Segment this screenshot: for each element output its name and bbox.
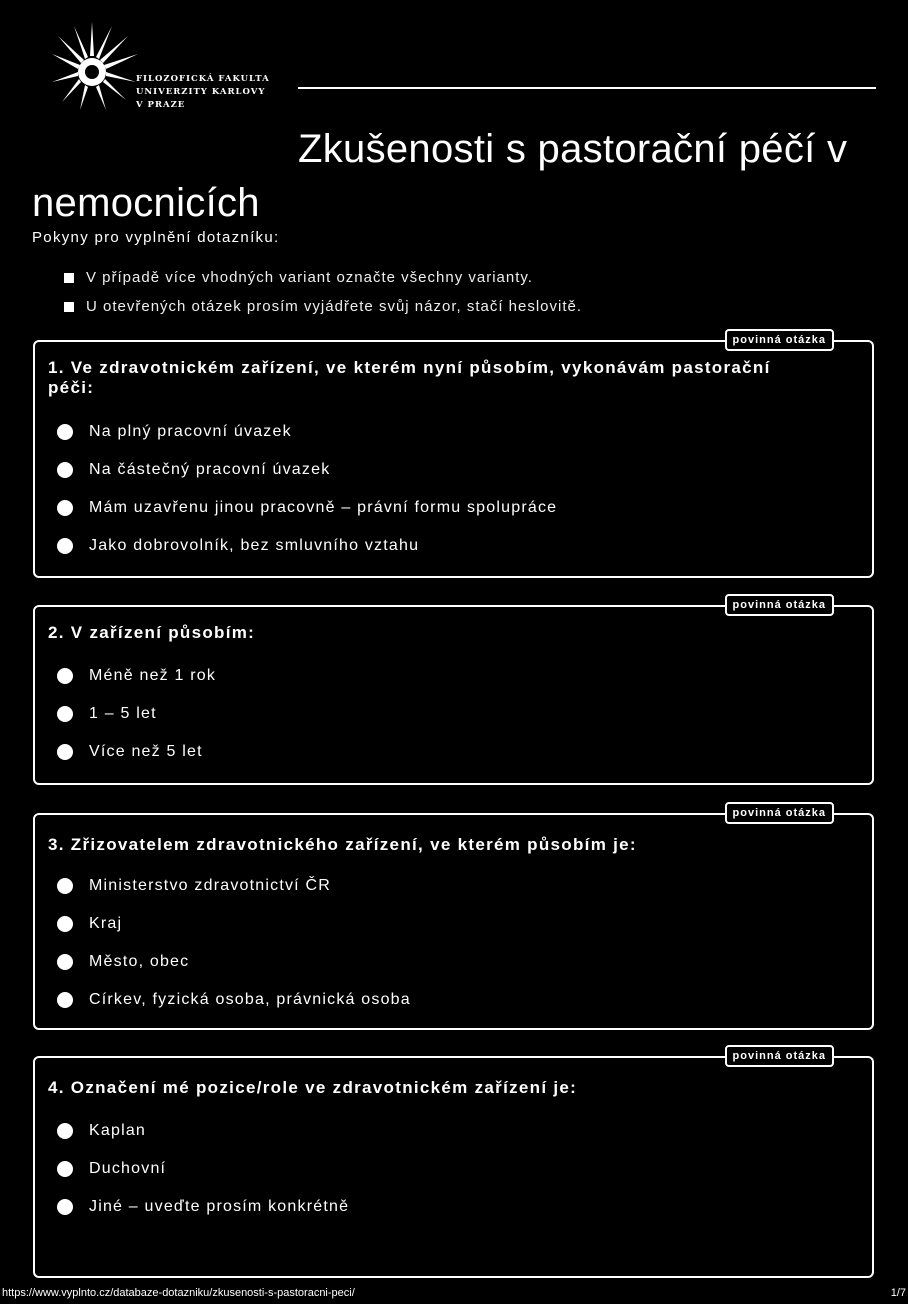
required-badge: povinná otázka xyxy=(725,329,834,351)
option-item[interactable] xyxy=(57,451,557,489)
required-badge: povinná otázka xyxy=(725,802,834,824)
option-item[interactable] xyxy=(57,1150,349,1188)
option-label: Jako dobrovolník, bez smluvního vztahu xyxy=(89,537,420,554)
question-2 xyxy=(33,599,874,785)
option-label: Na plný pracovní úvazek xyxy=(89,423,292,440)
radio-icon[interactable] xyxy=(57,668,73,684)
footer-url: https://www.vyplnto.cz/databaze-dotazniku/zkusenosti-s-pastoracni-peci/ xyxy=(2,1287,355,1299)
page-number: 1/7 xyxy=(890,1287,906,1299)
radio-icon[interactable] xyxy=(57,500,73,516)
required-badge: povinná otázka xyxy=(725,594,834,616)
instructions-list xyxy=(64,263,582,321)
option-item[interactable] xyxy=(57,981,411,1019)
options-list xyxy=(57,867,411,1019)
options-list xyxy=(57,413,557,565)
options-list xyxy=(57,657,216,771)
instructions-title: Pokyny pro vyplnění dotazníku: xyxy=(32,229,280,246)
radio-icon[interactable] xyxy=(57,878,73,894)
question-title: 1. Ve zdravotnickém zařízení, ve kterém nyní působím, vykonávám pastorační péči: xyxy=(48,358,771,397)
option-label: Jiné – uveďte prosím konkrétně xyxy=(89,1198,350,1215)
option-label: Duchovní xyxy=(89,1160,167,1177)
option-item[interactable] xyxy=(57,867,411,905)
question-1 xyxy=(33,334,874,578)
option-label: Více než 5 let xyxy=(89,743,203,760)
question-title: 3. Zřizovatelem zdravotnického zařízení, ve kterém působím je: xyxy=(48,835,637,854)
radio-icon[interactable] xyxy=(57,954,73,970)
option-item[interactable] xyxy=(57,1112,349,1150)
option-label: Na částečný pracovní úvazek xyxy=(89,461,331,478)
logo-line-2: UNIVERZITY KARLOVY xyxy=(136,87,266,97)
radio-icon[interactable] xyxy=(57,538,73,554)
page-title: Zkušenosti s pastorační péčí v nemocnicích xyxy=(32,127,848,225)
option-item[interactable] xyxy=(57,657,216,695)
radio-icon[interactable] xyxy=(57,424,73,440)
question-title: 4. Označení mé pozice/role ve zdravotnickém zařízení je: xyxy=(48,1078,578,1097)
option-item[interactable] xyxy=(57,943,411,981)
faculty-logo xyxy=(52,10,292,110)
options-list xyxy=(57,1112,349,1226)
option-label: Kaplan xyxy=(89,1122,147,1139)
logo-line-3: V PRAZE xyxy=(136,100,186,110)
option-item[interactable] xyxy=(57,413,557,451)
question-title: 2. V zařízení působím: xyxy=(48,623,256,642)
option-label: Mám uzavřenu jinou pracovně – právní formu spolupráce xyxy=(89,499,558,516)
option-label: Méně než 1 rok xyxy=(89,667,217,684)
option-item[interactable] xyxy=(57,733,216,771)
option-item[interactable] xyxy=(57,527,557,565)
radio-icon[interactable] xyxy=(57,706,73,722)
radio-icon[interactable] xyxy=(57,1123,73,1139)
radio-icon[interactable] xyxy=(57,992,73,1008)
radio-icon[interactable] xyxy=(57,744,73,760)
logo-line-1: FILOZOFICKÁ FAKULTA xyxy=(136,74,270,84)
instruction-item xyxy=(64,263,582,292)
option-label: Město, obec xyxy=(89,953,190,970)
radio-icon[interactable] xyxy=(57,916,73,932)
instruction-text: V případě více vhodných variant označte všechny varianty. xyxy=(86,269,533,286)
bullet-icon xyxy=(64,273,74,283)
radio-icon[interactable] xyxy=(57,462,73,478)
option-label: Církev, fyzická osoba, právnická osoba xyxy=(89,991,411,1008)
sun-emblem-icon xyxy=(52,10,142,110)
option-item[interactable] xyxy=(57,1188,349,1226)
logo-text xyxy=(136,73,270,112)
header-divider xyxy=(298,87,876,89)
option-label: 1 – 5 let xyxy=(89,705,157,722)
question-4 xyxy=(33,1050,874,1278)
radio-icon[interactable] xyxy=(57,1161,73,1177)
instruction-item xyxy=(64,292,582,321)
question-3 xyxy=(33,807,874,1030)
radio-icon[interactable] xyxy=(57,1199,73,1215)
option-label: Ministerstvo zdravotnictví ČR xyxy=(89,877,331,894)
bullet-icon xyxy=(64,302,74,312)
option-label: Kraj xyxy=(89,915,123,932)
option-item[interactable] xyxy=(57,905,411,943)
option-item[interactable] xyxy=(57,489,557,527)
required-badge: povinná otázka xyxy=(725,1045,834,1067)
instruction-text: U otevřených otázek prosím vyjádřete svůj názor, stačí heslovitě. xyxy=(86,298,583,315)
option-item[interactable] xyxy=(57,695,216,733)
